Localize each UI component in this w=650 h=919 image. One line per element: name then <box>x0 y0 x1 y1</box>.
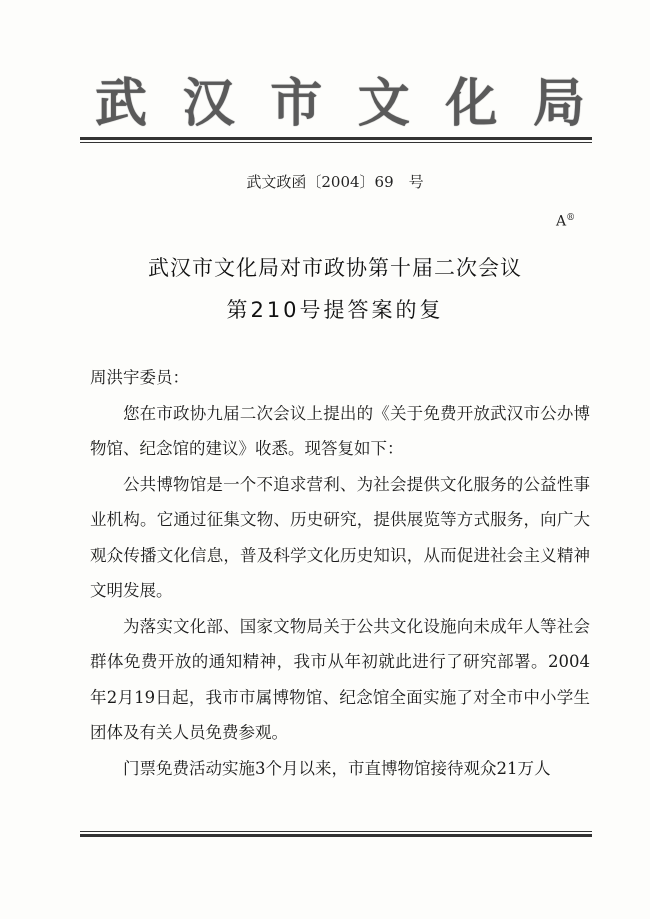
letterhead-char: 化 <box>445 73 498 134</box>
body-paragraph: 为落实文化部、国家文物局关于公共文化设施向未成年人等社会群体免费开放的通知精神，我市从年初就此进行了研究部署。2004年2月19日起，我市市属博物馆、纪念馆全面实施了对全市中小学生团体及有关人员免费参观。 <box>90 616 590 742</box>
document-title-line-1: 武汉市文化局对市政协第十届二次会议 <box>148 256 522 280</box>
letterhead-char: 武 <box>95 73 148 134</box>
header-rule-thick <box>80 137 592 140</box>
header-rule-thin <box>80 142 592 143</box>
letterhead-char: 汉 <box>182 73 235 134</box>
body-paragraph: 您在市政协九届二次会议上提出的《关于免费开放武汉市公办博物馆、纪念馆的建议》收悉。现答复如下： <box>90 403 590 458</box>
body-paragraph: 门票免费活动实施3个月以来，市直博物馆接待观众21万人 <box>123 758 551 778</box>
letterhead-char: 市 <box>270 73 323 134</box>
letterhead <box>95 62 585 134</box>
document-title-line-2: 第210号提答案的复 <box>226 298 444 322</box>
classification-mark <box>556 213 575 230</box>
footer-rule-thick <box>80 834 592 837</box>
footer-rule-thin <box>80 831 592 832</box>
classification-superscript: ® <box>566 213 576 223</box>
salutation: 周洪宇委员： <box>90 368 189 387</box>
document-body <box>90 360 590 786</box>
classification-letter: A <box>556 213 567 230</box>
letterhead-char: 文 <box>357 73 410 134</box>
letterhead-char: 局 <box>532 73 585 134</box>
document-number: 武文政函〔2004〕69 号 <box>246 173 424 191</box>
body-paragraph: 公共博物馆是一个不追求营利、为社会提供文化服务的公益性事业机构。它通过征集文物、历史研究，提供展览等方式服务，向广大观众传播文化信息，普及科学文化历史知识，从而促进社会主义精神文明发展。 <box>90 474 590 600</box>
